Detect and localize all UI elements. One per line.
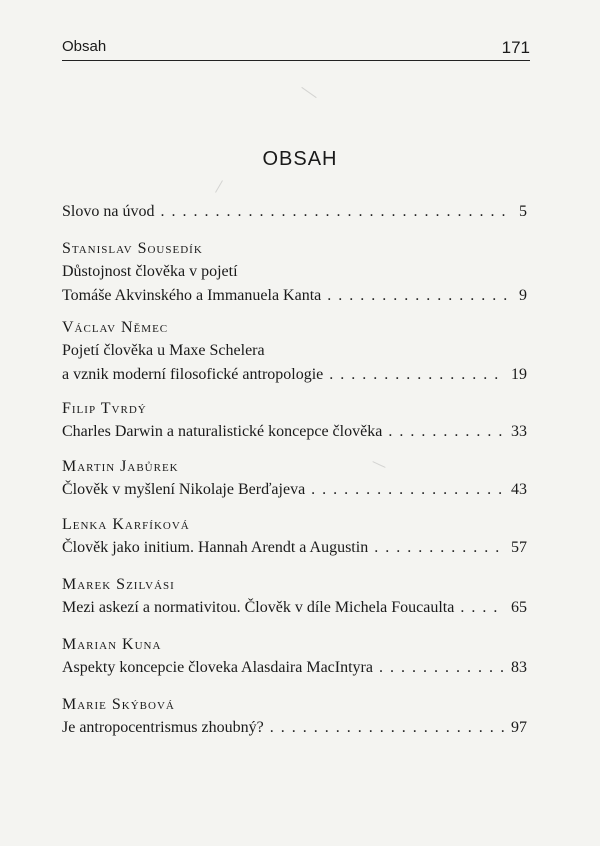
toc-entry-page: 9 xyxy=(519,287,527,304)
toc-entry-row[interactable] xyxy=(62,420,527,444)
toc-entry-page: 33 xyxy=(511,423,527,440)
toc-entry-page: 65 xyxy=(511,599,527,616)
toc-entry-row[interactable] xyxy=(62,363,527,387)
dot-leader xyxy=(379,656,505,680)
toc-entry-author: Filip Tvrdý xyxy=(62,400,147,417)
toc-entry-title: Aspekty koncepcie človeka Alasdaira MacIntyra xyxy=(62,659,373,676)
toc-entry-row[interactable] xyxy=(62,716,527,740)
page-title: OBSAH xyxy=(262,148,338,170)
dot-leader xyxy=(160,200,509,224)
dot-leader xyxy=(327,284,509,308)
toc-entry-row[interactable] xyxy=(62,536,527,560)
dot-leader xyxy=(311,478,505,502)
toc-entry-row[interactable] xyxy=(62,200,527,224)
toc-entry xyxy=(62,238,527,308)
toc-entry-author: Václav Němec xyxy=(62,319,169,336)
toc-entry-title: Mezi askezí a normativitou. Člověk v díle Michela Foucaulta xyxy=(62,599,455,616)
scan-artifact xyxy=(215,180,223,193)
toc-entry-title: Člověk jako initium. Hannah Arendt a Augustin xyxy=(62,539,369,556)
dot-leader xyxy=(374,536,505,560)
toc-entry-title: Tomáše Akvinského a Immanuela Kanta xyxy=(62,287,322,304)
toc-entry-page: 5 xyxy=(519,203,527,220)
toc-entry xyxy=(62,694,527,740)
toc-entry-author: Stanislav Sousedík xyxy=(62,240,203,257)
toc-entry-title: Je antropocentrismus zhoubný? xyxy=(62,719,264,736)
dot-leader xyxy=(270,716,505,740)
dot-leader xyxy=(329,363,505,387)
toc-entry-author: Marek Szilvási xyxy=(62,576,175,593)
toc-entry-title-line: Pojetí člověka u Maxe Schelera xyxy=(62,342,265,359)
toc-entry xyxy=(62,398,527,444)
toc-entry xyxy=(62,514,527,560)
toc-entry-author: Marie Skýbová xyxy=(62,696,175,713)
toc-entry-row[interactable] xyxy=(62,656,527,680)
running-head-section: Obsah xyxy=(62,38,107,55)
toc-entry-page: 83 xyxy=(511,659,527,676)
toc-entry xyxy=(62,317,527,387)
toc-entry xyxy=(62,634,527,680)
toc-entry-author: Lenka Karfíková xyxy=(62,516,190,533)
dot-leader xyxy=(460,596,505,620)
scan-artifact xyxy=(301,87,316,98)
toc-entry-title: Slovo na úvod xyxy=(62,203,155,220)
toc-entry xyxy=(62,200,527,224)
toc-entry-title-line: Důstojnost člověka v pojetí xyxy=(62,263,238,280)
toc-entry-author: Marian Kuna xyxy=(62,636,162,653)
toc-entry-page: 43 xyxy=(511,481,527,498)
toc-entry-title: Člověk v myšlení Nikolaje Berďajeva xyxy=(62,481,306,498)
toc-entry xyxy=(62,574,527,620)
toc-entry xyxy=(62,456,527,502)
running-head xyxy=(62,38,530,61)
toc-entry-page: 97 xyxy=(511,719,527,736)
toc-entry-page: 19 xyxy=(511,366,527,383)
toc-entry-row[interactable] xyxy=(62,284,527,308)
toc-entry-row[interactable] xyxy=(62,478,527,502)
toc-entry-title: Charles Darwin a naturalistické koncepce člověka xyxy=(62,423,383,440)
running-head-page-number: 171 xyxy=(501,38,530,57)
toc-entry-page: 57 xyxy=(511,539,527,556)
toc-entry-title: a vznik moderní filosofické antropologie xyxy=(62,366,324,383)
dot-leader xyxy=(388,420,505,444)
toc-entry-row[interactable] xyxy=(62,596,527,620)
toc-entry-author: Martin Jabůrek xyxy=(62,458,179,475)
